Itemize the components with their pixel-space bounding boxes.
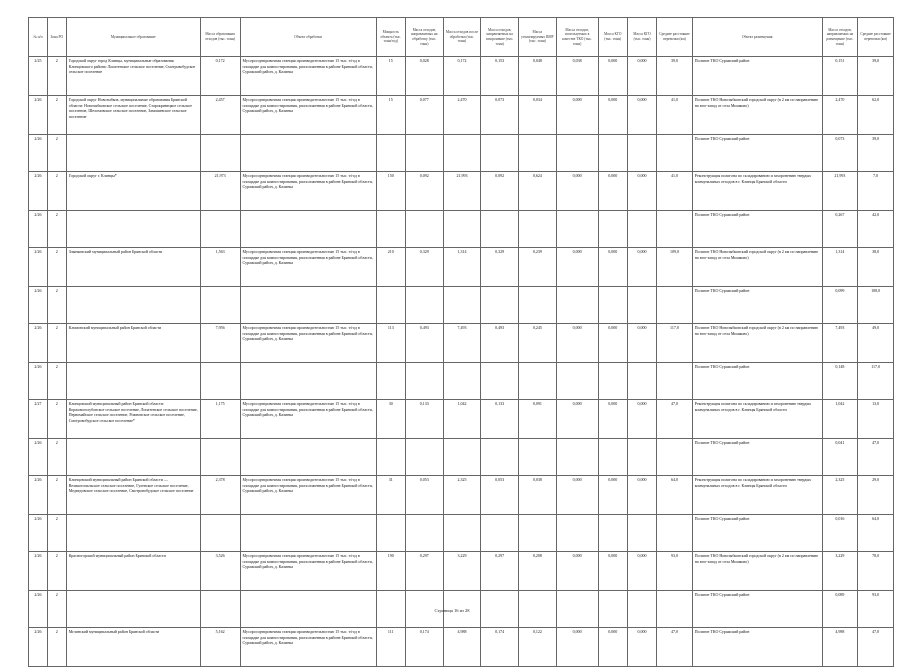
table-cell: 0,091 <box>519 400 557 439</box>
table-row <box>29 248 894 287</box>
table-row <box>29 552 894 591</box>
table-row <box>29 363 894 400</box>
table-cell: 0,053 <box>405 476 443 515</box>
page-footer: Страница 16 из 28 <box>434 608 470 613</box>
table-cell: 0,048 <box>519 57 557 96</box>
table-cell: 0,077 <box>405 96 443 135</box>
table-cell: 0,038 <box>519 476 557 515</box>
table-cell <box>627 135 656 172</box>
table-cell: 0,092 <box>481 172 519 211</box>
table-cell <box>598 515 627 552</box>
table-cell <box>598 439 627 476</box>
table-cell: 1,175 <box>200 400 240 439</box>
table-cell: 2/26 <box>29 135 48 172</box>
table-cell <box>200 135 240 172</box>
table-cell <box>405 287 443 324</box>
column-header: Среднее расстояние перевозки (км) <box>858 18 894 57</box>
table-cell: 2 <box>47 57 66 96</box>
table-cell: 0,153 <box>481 57 519 96</box>
table-cell: 1,563 <box>200 248 240 287</box>
table-cell: 0,000 <box>627 476 656 515</box>
column-header: Масса утилизируемых ВМР (тыс. тонн) <box>519 18 557 57</box>
table-cell: 0,329 <box>481 248 519 287</box>
table-cell: 2/27 <box>29 400 48 439</box>
table-cell: 41,0 <box>657 96 693 135</box>
table-cell: 39,0 <box>858 135 894 172</box>
table-cell: 1,314 <box>443 248 481 287</box>
table-cell: 2/26 <box>29 476 48 515</box>
table-cell <box>240 211 376 248</box>
table-cell: 42,0 <box>858 211 894 248</box>
table-cell <box>598 135 627 172</box>
table-cell <box>481 363 519 400</box>
table-cell <box>627 439 656 476</box>
table-cell <box>443 211 481 248</box>
table-cell: 47,0 <box>858 439 894 476</box>
table-cell: 2/26 <box>29 172 48 211</box>
table-cell <box>443 515 481 552</box>
table-cell: Мусоросортировочная станция производительностью 15 тыс. т/год в площадке для компостирования, расположенная в районе Брянской области, Суражский район, д. Калинка <box>240 400 376 439</box>
column-header: Объект размещения <box>692 18 822 57</box>
table-cell: 0,034 <box>519 96 557 135</box>
table-cell: 1,042 <box>443 400 481 439</box>
table-cell: 0,000 <box>598 552 627 591</box>
table-row <box>29 400 894 439</box>
table-cell <box>519 515 557 552</box>
table-cell: 2 <box>47 476 66 515</box>
table-cell: Клинцовский муниципальный район Брянской области — Великотопальское сельское поселение, Гулевское сельское поселение, Медведовское сельское поселение, Смотровобудское сельское поселение <box>66 476 200 515</box>
table-cell: Полигон ТКО Суражский район <box>692 628 822 667</box>
table-cell: Полигон ТКО Новозыбковский городской округ (в 2 км по направлению на юго-запад от села Мишково) <box>692 96 822 135</box>
table-cell: 4,988 <box>443 628 481 667</box>
table-row <box>29 135 894 172</box>
table-cell <box>657 439 693 476</box>
table-cell: 2/26 <box>29 439 48 476</box>
table-cell: 31 <box>376 476 405 515</box>
table-cell: 2 <box>47 248 66 287</box>
table-cell <box>556 211 598 248</box>
table-cell: 2 <box>47 135 66 172</box>
table-cell: 0,000 <box>556 476 598 515</box>
table-cell: 0,000 <box>627 400 656 439</box>
table-cell: Городской округ город Клинцы, муниципальные образования Клинцовского района: Лопатенское сельское поселение, Смотровобудское сельское поселение <box>66 57 200 96</box>
column-header: Муниципальное образование <box>66 18 200 57</box>
table-cell: Полигон ТКО Суражский район <box>692 57 822 96</box>
column-header: Объект обработки <box>240 18 376 57</box>
table-cell <box>627 211 656 248</box>
table-cell: Полигон ТКО Суражский район <box>692 439 822 476</box>
table-cell <box>200 287 240 324</box>
table-cell: 7,956 <box>200 324 240 363</box>
table-cell: 15 <box>376 96 405 135</box>
table-cell: 0,041 <box>822 439 858 476</box>
column-header: Мощность объекта (тыс. тонн/год) <box>376 18 405 57</box>
table-cell: 0,148 <box>822 363 858 400</box>
table-cell: 0,000 <box>627 552 656 591</box>
waste-flow-table <box>28 17 894 667</box>
table-cell: Реконструкция полигона по складированию и захоронению твердых коммунальных отходов в г. Клинцы Брянской области <box>692 476 822 515</box>
table-cell: 0,000 <box>556 324 598 363</box>
table-cell <box>376 363 405 400</box>
table-cell <box>443 363 481 400</box>
table-cell: 2/25 <box>29 57 48 96</box>
table-cell <box>481 439 519 476</box>
table-cell: 0,172 <box>200 57 240 96</box>
table-cell: 0,133 <box>481 400 519 439</box>
table-cell: 0,000 <box>598 248 627 287</box>
table-cell: 47,0 <box>657 400 693 439</box>
table-cell: 1,042 <box>822 400 858 439</box>
table-cell: 2/26 <box>29 96 48 135</box>
table-cell <box>443 287 481 324</box>
column-header: Масса образования отходов (тыс. тонн) <box>200 18 240 57</box>
table-cell: Мусоросортировочная станция производительностью 15 тыс. т/год в площадке для компостирования, расположенная в районе Брянской области, Суражский район, д. Калинка <box>240 324 376 363</box>
table-cell: 7,0 <box>858 172 894 211</box>
table-cell: 0,000 <box>627 628 656 667</box>
table-cell: 0,624 <box>519 172 557 211</box>
table-cell: 2 <box>47 172 66 211</box>
table-cell <box>627 287 656 324</box>
table-body <box>29 57 894 667</box>
table-cell: 62,0 <box>858 96 894 135</box>
table-cell: 0,174 <box>405 628 443 667</box>
table-cell: 0,000 <box>598 628 627 667</box>
table-cell <box>405 211 443 248</box>
table-cell <box>66 439 200 476</box>
table-cell: 117,0 <box>858 363 894 400</box>
table-cell: 93,0 <box>858 591 894 628</box>
column-header: Масса отходов, направляемых на обработку (тыс. тонн) <box>405 18 443 57</box>
table-cell: 0,000 <box>598 96 627 135</box>
table-cell: 49,0 <box>858 324 894 363</box>
column-header: Масса КГО (тыс. тонн) <box>627 18 656 57</box>
table-cell <box>657 135 693 172</box>
table-cell <box>556 439 598 476</box>
table-cell <box>598 287 627 324</box>
table-cell <box>481 135 519 172</box>
table-cell: 2/26 <box>29 515 48 552</box>
table-cell: 150 <box>376 172 405 211</box>
table-cell: Мусоросортировочная станция производительностью 15 тыс. т/год в площадке для компостирования, расположенная в районе Брянской области, Суражский район, д. Калинка <box>240 552 376 591</box>
table-cell: 13,0 <box>858 400 894 439</box>
table-cell: 0,000 <box>556 628 598 667</box>
table-cell: 0,099 <box>822 287 858 324</box>
table-cell <box>200 363 240 400</box>
table-cell: 0,073 <box>481 96 519 135</box>
table-cell: 2 <box>47 591 66 628</box>
table-cell: 0,000 <box>556 172 598 211</box>
table-cell <box>240 135 376 172</box>
table-cell: Мусоросортировочная станция производительностью 15 тыс. т/год в площадке для компостирования, расположенная в районе Брянской области, Суражский район, д. Калинка <box>240 96 376 135</box>
table-cell: 0,122 <box>519 628 557 667</box>
table-cell: 210 <box>376 248 405 287</box>
table-cell: Климовский муниципальный район Брянской области <box>66 324 200 363</box>
table-cell: 0,016 <box>822 515 858 552</box>
table-cell: 108,0 <box>858 287 894 324</box>
table-cell <box>405 515 443 552</box>
table-cell: 2,325 <box>822 476 858 515</box>
table-cell: 2 <box>47 211 66 248</box>
table-cell: 1,314 <box>822 248 858 287</box>
table-cell: 64,0 <box>858 515 894 552</box>
table-cell: 0,000 <box>598 476 627 515</box>
table-cell: 0,000 <box>556 248 598 287</box>
table-cell: 0,092 <box>405 172 443 211</box>
table-cell: 7,493 <box>822 324 858 363</box>
table-cell: Полигон ТКО Суражский район <box>692 211 822 248</box>
table-cell: 0,053 <box>481 476 519 515</box>
table-cell <box>519 363 557 400</box>
table-cell: 2,470 <box>822 96 858 135</box>
table-cell: 0,208 <box>519 552 557 591</box>
table-cell: 2/26 <box>29 287 48 324</box>
table-cell <box>657 515 693 552</box>
table-cell: 2/26 <box>29 248 48 287</box>
table-cell: 39,0 <box>858 57 894 96</box>
table-cell <box>200 211 240 248</box>
table-cell: 78,0 <box>858 552 894 591</box>
table-cell <box>481 211 519 248</box>
table-cell: Клинцовский муниципальный район Брянской области: Коржовоголубовское сельское поселение, Лопатенское сельское поселение, Первомайское сельское поселение, Рожновское сельское поселение, Смотровобудское сельское поселение* <box>66 400 200 439</box>
table-cell: 41,0 <box>657 172 693 211</box>
table-row <box>29 211 894 248</box>
table-row <box>29 96 894 135</box>
table-cell <box>627 515 656 552</box>
table-cell: Полигон ТКО Суражский район <box>692 591 822 628</box>
table-cell: 29,0 <box>858 476 894 515</box>
table-cell: 0,000 <box>556 552 598 591</box>
table-cell: 0,089 <box>822 591 858 628</box>
table-cell: Мусоросортировочная станция производительностью 15 тыс. т/год в площадке для компостирования, расположенная в районе Брянской области, Суражский район, д. Калинка <box>240 172 376 211</box>
table-cell: 0,493 <box>405 324 443 363</box>
table-cell: 0,000 <box>627 96 656 135</box>
table-cell <box>556 135 598 172</box>
table-cell: 2 <box>47 363 66 400</box>
table-cell: Мусоросортировочная станция производительностью 15 тыс. т/год в площадке для компостирования, расположенная в районе Брянской области, Суражский район, д. Калинка <box>240 57 376 96</box>
table-cell: 0,245 <box>519 324 557 363</box>
table-cell: Злынковский муниципальный район Брянской области <box>66 248 200 287</box>
table-cell: 2/26 <box>29 211 48 248</box>
table-cell: 3,229 <box>443 552 481 591</box>
table-cell: Мусоросортировочная станция производительностью 15 тыс. т/год в площадке для компостирования, расположенная в районе Брянской области, Суражский район, д. Калинка <box>240 628 376 667</box>
table-row <box>29 324 894 363</box>
table-header-row <box>29 18 894 57</box>
table-cell: 0,000 <box>627 324 656 363</box>
table-cell: Городской округ Новозыбков, муниципальные образования Брянской области: Новозыбковское сельское поселение, Старокривецкое сельское поселение, Шеломовское сельское поселение, Замишевское сельское поселение <box>66 96 200 135</box>
table-cell <box>66 135 200 172</box>
table-cell: 30 <box>376 400 405 439</box>
table-cell: 2,470 <box>443 96 481 135</box>
table-cell: 2 <box>47 628 66 667</box>
column-header: Масса отходов, направляемых на захоронение (тыс. тонн) <box>481 18 519 57</box>
table-cell: 0,000 <box>627 172 656 211</box>
table-cell <box>657 287 693 324</box>
table-cell: 2 <box>47 439 66 476</box>
table-cell: 2,325 <box>443 476 481 515</box>
table-row <box>29 287 894 324</box>
table-cell: 21,993 <box>822 172 858 211</box>
table-cell: 2,378 <box>200 476 240 515</box>
table-cell: 2 <box>47 96 66 135</box>
table-cell <box>519 211 557 248</box>
column-header: Зона РО <box>47 18 66 57</box>
table-cell: 0,172 <box>443 57 481 96</box>
table-cell: 0,297 <box>405 552 443 591</box>
table-cell <box>657 363 693 400</box>
table-cell: 0,073 <box>822 135 858 172</box>
table-cell: 0,133 <box>405 400 443 439</box>
table-cell <box>556 363 598 400</box>
table-cell: Полигон ТКО Суражский район <box>692 135 822 172</box>
table-cell <box>240 287 376 324</box>
table-row <box>29 439 894 476</box>
table-cell: 0,000 <box>556 96 598 135</box>
table-cell: 47,0 <box>858 628 894 667</box>
table-cell: 7,493 <box>443 324 481 363</box>
column-header: Масса отходов, направляемых на размещение (тыс. тонн) <box>822 18 858 57</box>
table-cell: Полигон ТКО Новозыбковский городской округ (в 2 км по направлению на юго-запад от села Мишково) <box>692 552 822 591</box>
table-cell <box>627 363 656 400</box>
table-cell: Красногорский муниципальный район Брянской области <box>66 552 200 591</box>
table-cell: 21,973 <box>200 172 240 211</box>
table-cell: 0,151 <box>822 57 858 96</box>
table-cell: Полигон ТКО Новозыбковский городской округ (в 2 км по направлению на юго-запад от села Мишково) <box>692 248 822 287</box>
table-cell: Полигон ТКО Новозыбковский городской округ (в 2 км по направлению на юго-запад от села Мишково) <box>692 324 822 363</box>
table-cell: 0,000 <box>598 57 627 96</box>
table-cell: Полигон ТКО Суражский район <box>692 287 822 324</box>
table-cell <box>519 439 557 476</box>
table-cell: 3,229 <box>822 552 858 591</box>
table-row <box>29 57 894 96</box>
table-cell: 21,993 <box>443 172 481 211</box>
table-cell: 47,0 <box>657 628 693 667</box>
table-cell: 0,493 <box>481 324 519 363</box>
table-cell: 190 <box>376 552 405 591</box>
table-cell: 0,038 <box>556 57 598 96</box>
table-cell <box>405 135 443 172</box>
table-cell <box>443 439 481 476</box>
table-cell: 113 <box>376 324 405 363</box>
table-cell <box>240 515 376 552</box>
table-cell <box>556 515 598 552</box>
column-header: Среднее расстояние перевозки (км) <box>657 18 693 57</box>
table-cell: 0,267 <box>822 211 858 248</box>
column-header: Масса КГО (тыс. тонн) <box>598 18 627 57</box>
table-cell <box>598 211 627 248</box>
table-cell <box>376 515 405 552</box>
table-cell <box>519 287 557 324</box>
table-cell <box>405 363 443 400</box>
table-cell: 64,0 <box>657 476 693 515</box>
column-header: № п/п <box>29 18 48 57</box>
table-cell <box>200 515 240 552</box>
table-cell: 2 <box>47 552 66 591</box>
table-cell: 4,988 <box>822 628 858 667</box>
table-cell: 2/26 <box>29 591 48 628</box>
table-cell <box>240 439 376 476</box>
table-cell: Мусоросортировочная станция производительностью 15 тыс. т/год в площадке для компостирования, расположенная в районе Брянской области, Суражский район, д. Калинка <box>240 476 376 515</box>
table-cell <box>66 363 200 400</box>
table-cell: 109,0 <box>657 248 693 287</box>
table-cell: 2/26 <box>29 324 48 363</box>
table-cell <box>376 287 405 324</box>
table-cell: 2,457 <box>200 96 240 135</box>
table-cell: 0,000 <box>627 248 656 287</box>
table-cell: Реконструкция полигона по складированию и захоронению твердых коммунальных отходов в г. Клинцы Брянской области <box>692 400 822 439</box>
table-cell: 0,000 <box>627 57 656 96</box>
table-cell <box>443 135 481 172</box>
table-cell <box>598 363 627 400</box>
table-cell: 0,174 <box>481 628 519 667</box>
table-cell: 0,297 <box>481 552 519 591</box>
table-cell: 2/26 <box>29 628 48 667</box>
table-row <box>29 172 894 211</box>
table-cell: 2/26 <box>29 363 48 400</box>
table-cell <box>556 287 598 324</box>
table-cell <box>481 515 519 552</box>
column-header: Масса отходов, используемых в качестве ТКО (тыс. тонн) <box>556 18 598 57</box>
table-cell: 2/26 <box>29 552 48 591</box>
table-cell: 3,526 <box>200 552 240 591</box>
table-row <box>29 476 894 515</box>
table-cell: Реконструкция полигона по складированию и захоронению твердых коммунальных отходов в г. Клинцы Брянской области <box>692 172 822 211</box>
table-cell: 0,329 <box>405 248 443 287</box>
table-cell: 2 <box>47 287 66 324</box>
table-cell: Мглинский муниципальный район Брянской области <box>66 628 200 667</box>
table-cell <box>66 287 200 324</box>
table-cell <box>66 515 200 552</box>
table-cell <box>376 135 405 172</box>
table-cell <box>376 211 405 248</box>
table-cell <box>240 363 376 400</box>
table-row <box>29 628 894 667</box>
table-cell: 111 <box>376 628 405 667</box>
table-cell: 117,0 <box>657 324 693 363</box>
table-cell: 39,0 <box>657 57 693 96</box>
table-cell: 0,000 <box>598 172 627 211</box>
table-cell: 5,162 <box>200 628 240 667</box>
table-cell: Полигон ТКО Суражский район <box>692 515 822 552</box>
table-cell: 0,239 <box>519 248 557 287</box>
table-cell <box>481 287 519 324</box>
table-cell: Городской округ г. Клинцы* <box>66 172 200 211</box>
table-cell: 0,000 <box>598 324 627 363</box>
table-cell <box>376 439 405 476</box>
table-cell: 38,0 <box>858 248 894 287</box>
table-cell: 0,000 <box>598 400 627 439</box>
table-cell <box>519 135 557 172</box>
table-cell: 2 <box>47 400 66 439</box>
table-cell: 2 <box>47 515 66 552</box>
table-cell: 0,000 <box>556 400 598 439</box>
table-cell: 2 <box>47 324 66 363</box>
table-cell: Полигон ТКО Суражский район <box>692 363 822 400</box>
table-cell: 93,0 <box>657 552 693 591</box>
table-cell: 15 <box>376 57 405 96</box>
table-cell <box>405 439 443 476</box>
table-cell <box>66 211 200 248</box>
table-row <box>29 515 894 552</box>
table-cell <box>200 439 240 476</box>
table-cell: Мусоросортировочная станция производительностью 15 тыс. т/год в площадке для компостирования, расположенная в районе Брянской области, Суражский район, д. Калинка <box>240 248 376 287</box>
column-header: Масса отходов после обработки (тыс. тонн) <box>443 18 481 57</box>
table-cell <box>657 211 693 248</box>
table-cell: 0,028 <box>405 57 443 96</box>
